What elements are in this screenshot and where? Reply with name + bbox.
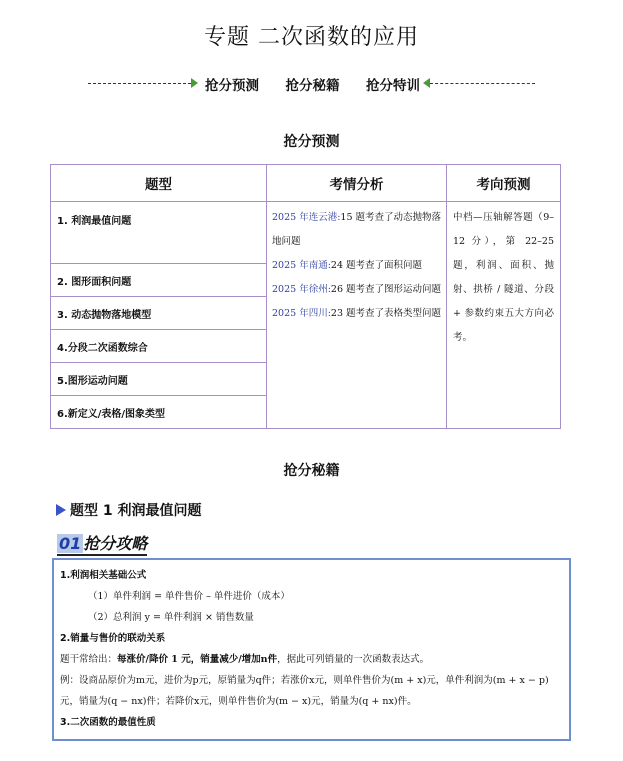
analysis-text: 26 题考查了图形运动问题 (330, 284, 442, 295)
type-cell: 2. 图形面积问题 (51, 264, 267, 297)
text-run: 题干常给出： (60, 654, 118, 665)
analysis-item (272, 206, 442, 254)
badge-text: 抢分攻略 (83, 534, 148, 553)
analysis-place: 2025 年四川: (272, 308, 331, 319)
nav-divider-right (430, 83, 535, 84)
text-run-bold: 每涨价/降价 1 元，销量减少/增加n件 (117, 654, 278, 665)
analysis-text: 24 题考查了面积问题 (330, 260, 423, 271)
box-paragraph: 例：设商品原价为m元，进价为p元，原销量为q件；若涨价x元，则单件售价为(m + x)元，单件利润为(m + x − p)元，销量为(q − nx)件；若降价x元，则单件售价为(m − x)元，销量为(q + nx)件。 (60, 675, 549, 707)
analysis-place: 2025 年南通: (272, 260, 331, 271)
section-nav (0, 74, 623, 94)
section-nav-items (205, 74, 420, 94)
formula-line: （1）单件利润 = 单件售价 – 单件进价（成本） (88, 591, 290, 602)
triangle-bullet-icon (56, 504, 66, 516)
arrow-right-icon (191, 78, 198, 88)
table-header-row (51, 165, 561, 202)
badge-number: 01 (59, 534, 82, 553)
outlook-cell: 中档—压轴解答题（9–12 分），第 22–25 题，利润、面积、抛射、拱桥 / 隧道、分段 + 参数约束五大方向必考。 (447, 202, 561, 429)
strategy-box (52, 558, 571, 741)
analysis-place: 2025 年徐州: (272, 284, 331, 295)
text-run: ，据此可列销量的一次函数表达式。 (277, 654, 430, 665)
page-title: 专题 二次函数的应用 (204, 25, 419, 50)
arrow-left-icon (423, 78, 430, 88)
formula-line: （2）总利润 y = 单件利润 × 销售数量 (88, 612, 254, 623)
type-cell: 1. 利润最值问题 (51, 202, 267, 264)
analysis-cell (267, 202, 447, 429)
analysis-place: 2025 年连云港: (272, 212, 341, 223)
box-heading: 2.销量与售价的联动关系 (60, 633, 166, 644)
nav-item-training: 抢分特训 (366, 78, 420, 94)
prediction-table (50, 164, 561, 429)
table-row (51, 202, 561, 264)
analysis-text: 23 题考查了表格类型问题 (330, 308, 442, 319)
nav-item-secrets: 抢分秘籍 (285, 78, 340, 94)
table-header: 考情分析 (267, 165, 447, 202)
table-header: 题型 (51, 165, 267, 202)
type-cell: 3. 动态抛物落地模型 (51, 297, 267, 330)
box-heading: 1.利润相关基础公式 (60, 570, 147, 581)
strategy-badge (57, 531, 147, 556)
topic-heading (56, 500, 202, 520)
topic-heading-text: 题型 1 利润最值问题 (70, 503, 202, 519)
analysis-item (272, 278, 442, 302)
section-heading-predict: 抢分预测 (283, 134, 340, 150)
analysis-item (272, 302, 442, 326)
table-header: 考向预测 (447, 165, 561, 202)
analysis-item (272, 254, 442, 278)
nav-item-predict: 抢分预测 (205, 78, 259, 94)
section-heading-secrets: 抢分秘籍 (283, 463, 340, 479)
type-cell: 4.分段二次函数综合 (51, 330, 267, 363)
type-cell: 6.新定义/表格/图象类型 (51, 396, 267, 429)
type-cell: 5.图形运动问题 (51, 363, 267, 396)
nav-divider-left (88, 83, 191, 84)
analysis-text: 15 题考查了动态抛物落地问题 (272, 212, 442, 247)
box-heading: 3.二次函数的最值性质 (60, 717, 156, 728)
box-paragraph (60, 649, 563, 670)
